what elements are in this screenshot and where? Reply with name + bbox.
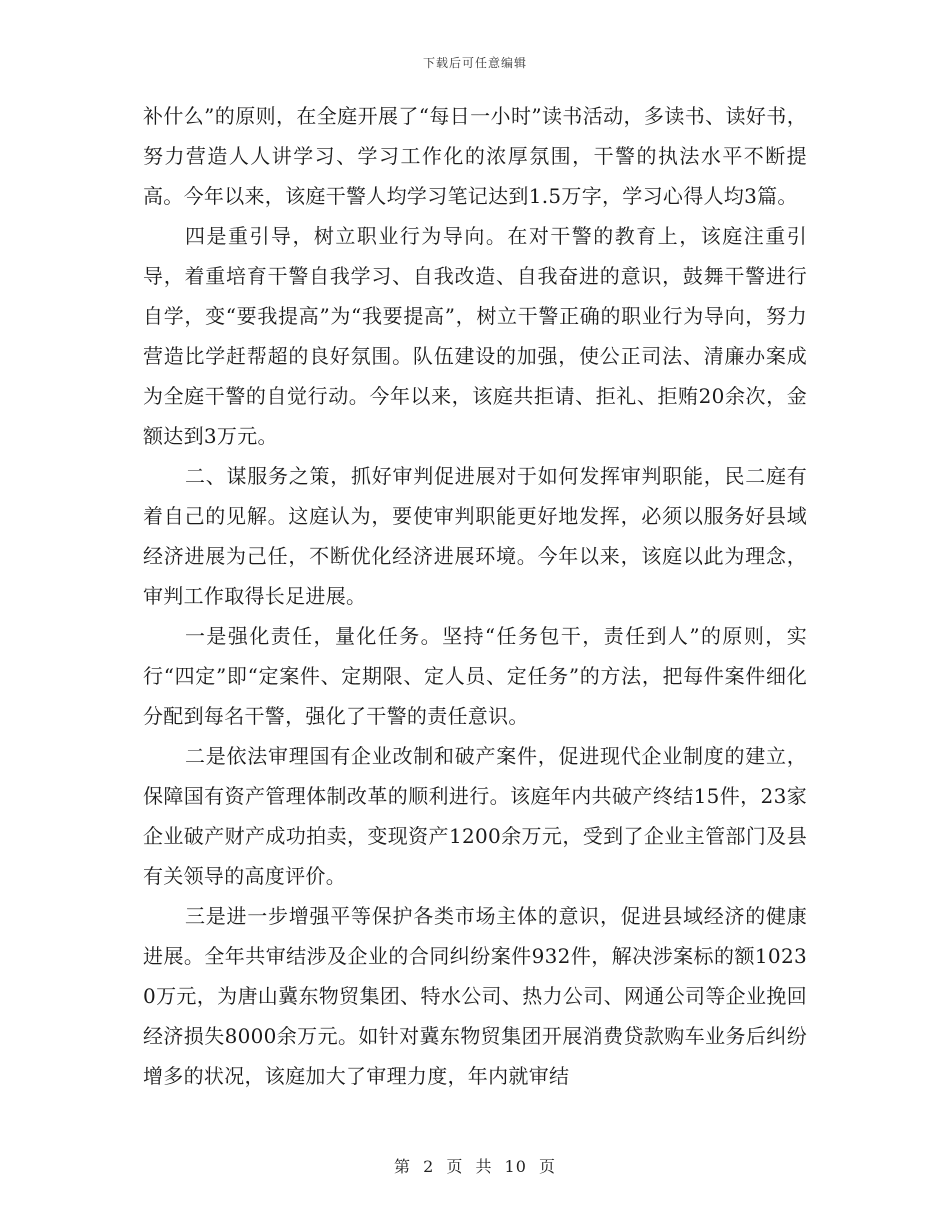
paragraph-1: 补什么”的原则，在全庭开展了“每日一小时”读书活动，多读书、读好书，努力营造人人讲学习、学习工作化的浓厚氛围，干警的执法水平不断提高。今年以来，该庭干警人均学习笔记达到1.5万字，学习心得人均3篇。 — [143, 104, 807, 208]
paragraph-4: 一是强化责任，量化任务。坚持“任务包干，责任到人”的原则，实行“四定”即“定案件、定期限、定人员、定任务”的方法，把每件案件细化分配到每名干警，强化了干警的责任意识。 — [143, 624, 807, 728]
paragraph-3: 二、谋服务之策，抓好审判促进展对于如何发挥审判职能，民二庭有着自己的见解。这庭认为，要使审判职能更好地发挥，必须以服务好县域经济进展为己任，不断优化经济进展环境。今年以来，该庭以此为理念，审判工作取得长足进展。 — [143, 464, 807, 608]
paragraph-6: 三是进一步增强平等保护各类市场主体的意识，促进县域经济的健康进展。全年共审结涉及企业的合同纠纷案件932件，解决涉案标的额10230万元，为唐山冀东物贸集团、特水公司、热力公司、网通公司等企业挽回经济损失8000余万元。如针对冀东物贸集团开展消费贷款购车业务后纠纷增多的状况，该庭加大了审理力度，年内就审结 — [143, 904, 807, 1088]
paragraph-5: 二是依法审理国有企业改制和破产案件，促进现代企业制度的建立，保障国有资产管理体制改革的顺利进行。该庭年内共破产终结15件，23家企业破产财产成功拍卖，变现资产1200余万元，受到了企业主管部门及县有关领导的高度评价。 — [143, 744, 807, 888]
page-footer: 第 2 页 共 10 页 — [394, 1157, 556, 1176]
document-body — [143, 96, 807, 1096]
page-header: 下载后可任意编辑 — [422, 56, 527, 70]
paragraph-2: 四是重引导，树立职业行为导向。在对干警的教育上，该庭注重引导，着重培育干警自我学习、自我改造、自我奋进的意识，鼓舞干警进行自学，变“要我提高”为“我要提高”，树立干警正确的职业行为导向，努力营造比学赶帮超的良好氛围。队伍建设的加强，使公正司法、清廉办案成为全庭干警的自觉行动。今年以来，该庭共拒请、拒礼、拒贿20余次，金额达到3万元。 — [143, 224, 807, 448]
